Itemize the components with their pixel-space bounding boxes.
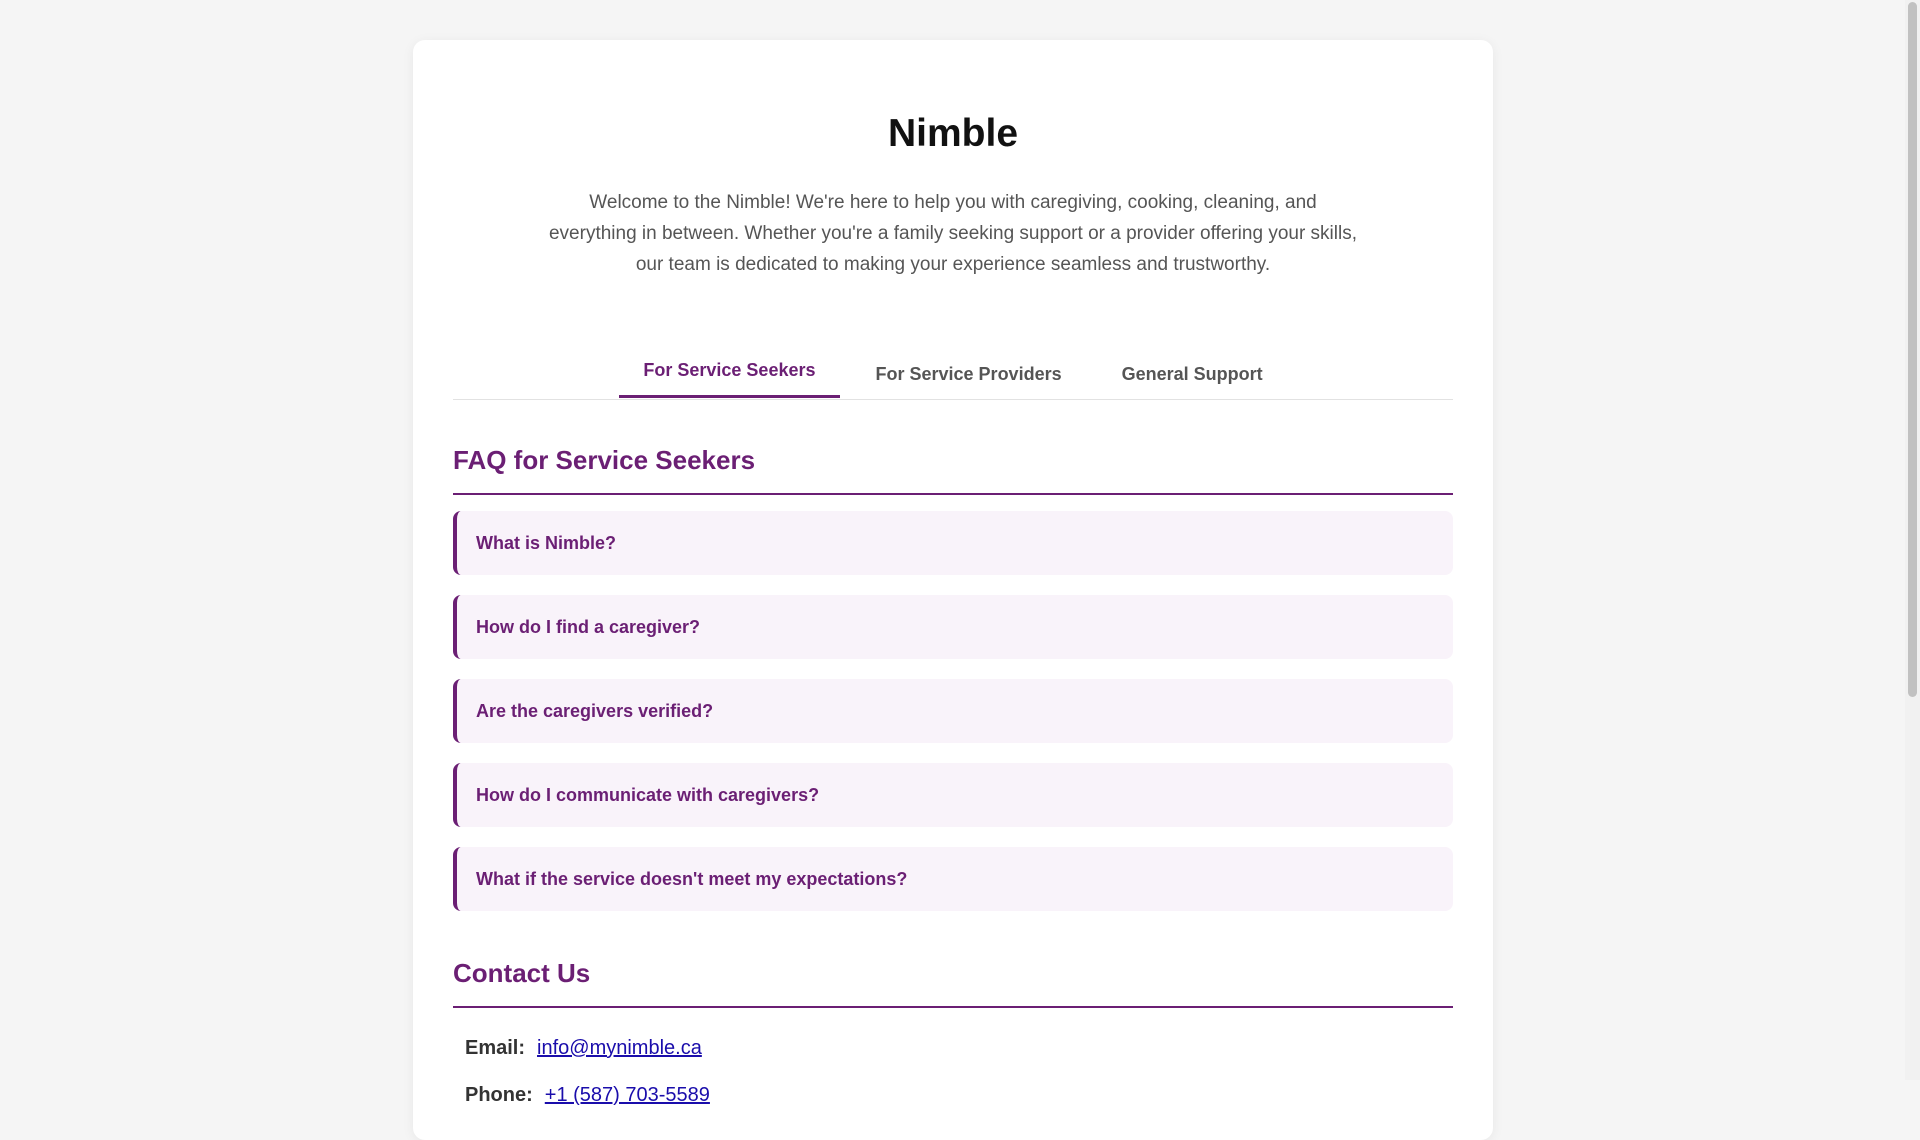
faq-item-find-caregiver[interactable]: How do I find a caregiver? — [453, 595, 1453, 659]
email-link[interactable]: info@mynimble.ca — [537, 1037, 702, 1059]
scrollbar-thumb[interactable] — [1908, 2, 1917, 697]
faq-item-communicate[interactable]: How do I communicate with caregivers? — [453, 763, 1453, 827]
contact-email-row — [465, 1025, 1453, 1072]
tab-service-providers[interactable]: For Service Providers — [875, 363, 1062, 384]
faq-item-caregivers-verified[interactable]: Are the caregivers verified? — [453, 679, 1453, 743]
page-title: Nimble — [887, 112, 1019, 155]
intro-text: Welcome to the Nimble! We're here to help you with caregiving, cooking, cleaning, and everything in between. Whether you're a family seeking support or a provider offering your skills, our team is dedicated to making your experience seamless and trustworthy. — [548, 192, 1357, 275]
faq-item-what-is-nimble[interactable]: What is Nimble? — [453, 511, 1453, 575]
email-label: Email: — [465, 1037, 526, 1059]
contact-section-title: Contact Us — [453, 958, 1453, 1008]
faq-card — [413, 40, 1493, 1140]
faq-list — [453, 511, 1453, 931]
tab-general-support[interactable]: General Support — [1121, 363, 1263, 384]
contact-list — [465, 1025, 1453, 1119]
contact-phone-row — [465, 1072, 1453, 1119]
phone-label: Phone: — [465, 1084, 533, 1106]
faq-section-title: FAQ for Service Seekers — [453, 445, 1453, 495]
phone-link[interactable]: +1 (587) 703-5589 — [544, 1084, 710, 1106]
tab-bar — [453, 350, 1453, 400]
tab-service-seekers[interactable]: For Service Seekers — [619, 350, 839, 398]
faq-item-expectations[interactable]: What if the service doesn't meet my expectations? — [453, 847, 1453, 911]
vertical-scrollbar[interactable] — [1905, 0, 1920, 1080]
